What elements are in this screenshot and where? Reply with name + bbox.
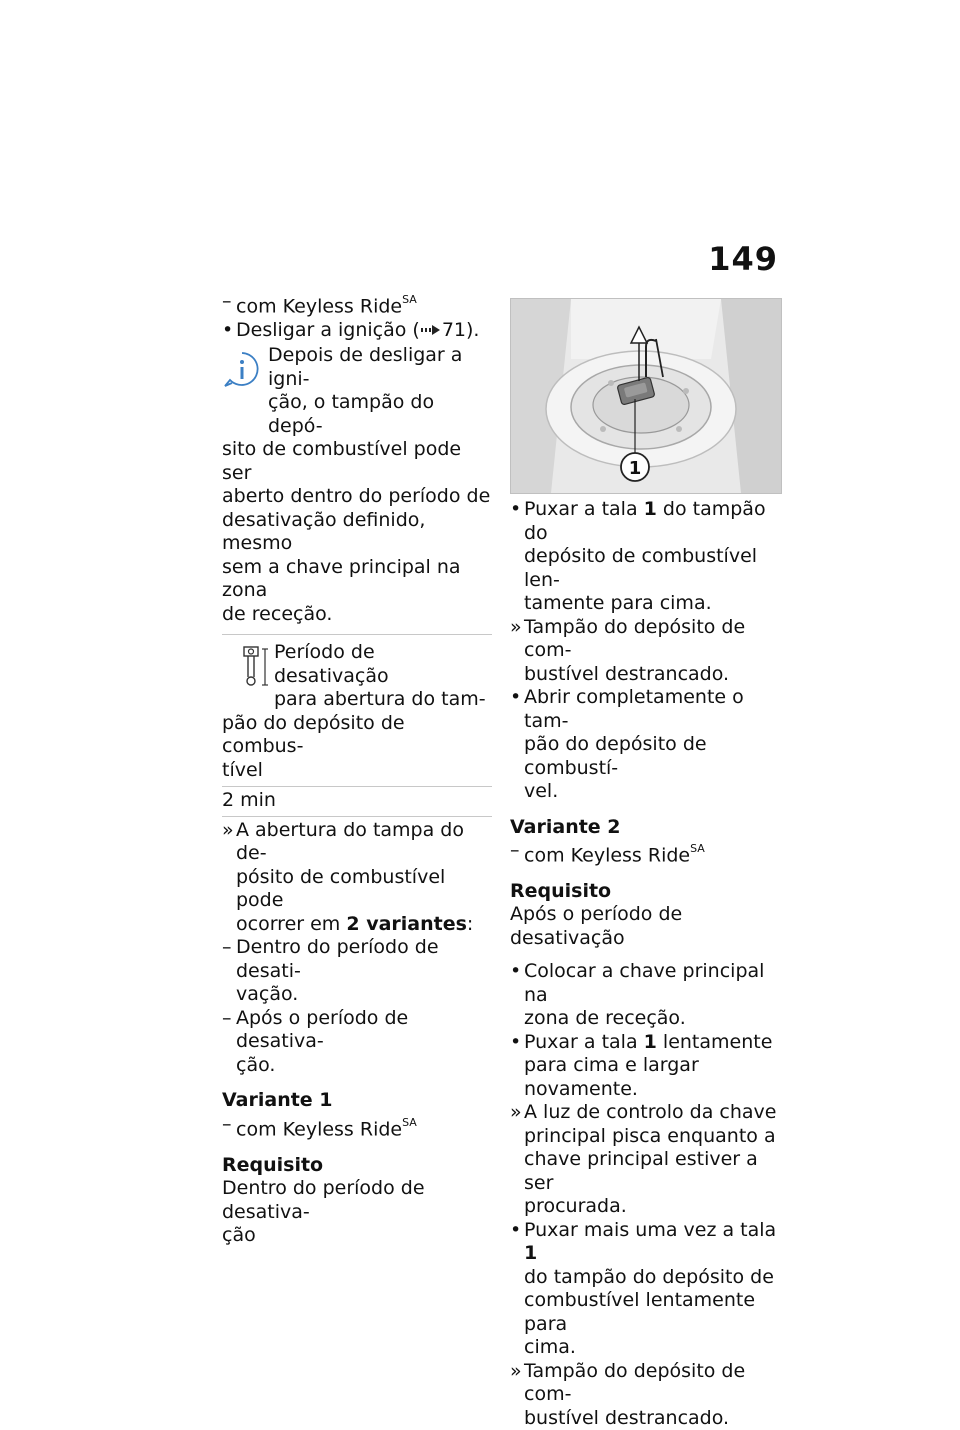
fuel-cap-illustration bbox=[510, 298, 782, 494]
fuel-cap-drawing bbox=[511, 299, 781, 493]
variant-1-heading: Variante 1 bbox=[222, 1089, 333, 1112]
spec-label: Período de desativação para abertura do tam- pão do depósito de combus- tível bbox=[222, 641, 486, 781]
step-pull-tab: • Puxar a tala 1 do tampão do depósito de combustível len- tamente para cima. bbox=[510, 498, 766, 614]
fuel-cap-spec-icon bbox=[240, 643, 272, 689]
figure-callout-1: 1 bbox=[628, 458, 642, 479]
requirement-text-2: Após o período de desativação bbox=[510, 903, 683, 949]
variant-2-heading: Variante 2 bbox=[510, 815, 621, 838]
condition-keyless-variant-1: – com Keyless Ride$^{SA}$ bbox=[222, 1112, 417, 1141]
step-pull-tab-release: • Puxar a tala 1 lentamente para cima e largar novamente. bbox=[510, 1030, 773, 1100]
result-unlocked-1: » Tampão do depósito de com- bustível destrancado. bbox=[510, 615, 746, 685]
step-place-key: • Colocar a chave principal na zona de receção. bbox=[510, 960, 765, 1030]
result-indicator-flashes: » A luz de controlo da chave principal pisca enquanto a chave principal estiver a ser procurada. bbox=[510, 1101, 777, 1218]
condition-keyless: – com Keyless Ride$^{SA}$ bbox=[222, 290, 417, 318]
page-number: 149 bbox=[708, 240, 778, 278]
step-switch-off-ignition: • Desligar a ignição ( 71). bbox=[222, 318, 480, 341]
spec-value: 2 min bbox=[222, 786, 492, 816]
option-within-period: – Dentro do período de desati- vação. bbox=[222, 936, 439, 1006]
requirement-heading-1: Requisito bbox=[222, 1153, 324, 1176]
left-column bbox=[222, 290, 492, 1248]
result-unlocked-2: » Tampão do depósito de com- bustível destrancado. bbox=[510, 1359, 746, 1429]
result-two-variants: » A abertura do tampa do de- pósito de combustível pode ocorrer em 2 variantes: bbox=[222, 818, 474, 935]
info-icon bbox=[222, 350, 262, 390]
step-pull-tab-again: • Puxar mais uma vez a tala 1 do tampão do depósito de combustível lentamente para cima. bbox=[510, 1218, 777, 1359]
option-after-period: – Após o período de desativa- ção. bbox=[222, 1006, 409, 1076]
spec-table bbox=[222, 634, 492, 817]
requirement-text-1: Dentro do período de desativa- ção bbox=[222, 1177, 425, 1247]
info-note: Depois de desligar a igni- ção, o tampão do depó- sito de combustível pode ser aberto dentro do período de desativação definido, mesmo sem a chave principal na zona de receção. bbox=[222, 344, 491, 625]
requirement-heading-2: Requisito bbox=[510, 879, 612, 902]
right-column bbox=[510, 294, 780, 1430]
step-open-cap: • Abrir completamente o tam- pão do depósito de combustí- vel. bbox=[510, 686, 744, 802]
condition-keyless-variant-2: – com Keyless Ride$^{SA}$ bbox=[510, 839, 705, 867]
page-reference-arrow-icon bbox=[420, 324, 442, 336]
